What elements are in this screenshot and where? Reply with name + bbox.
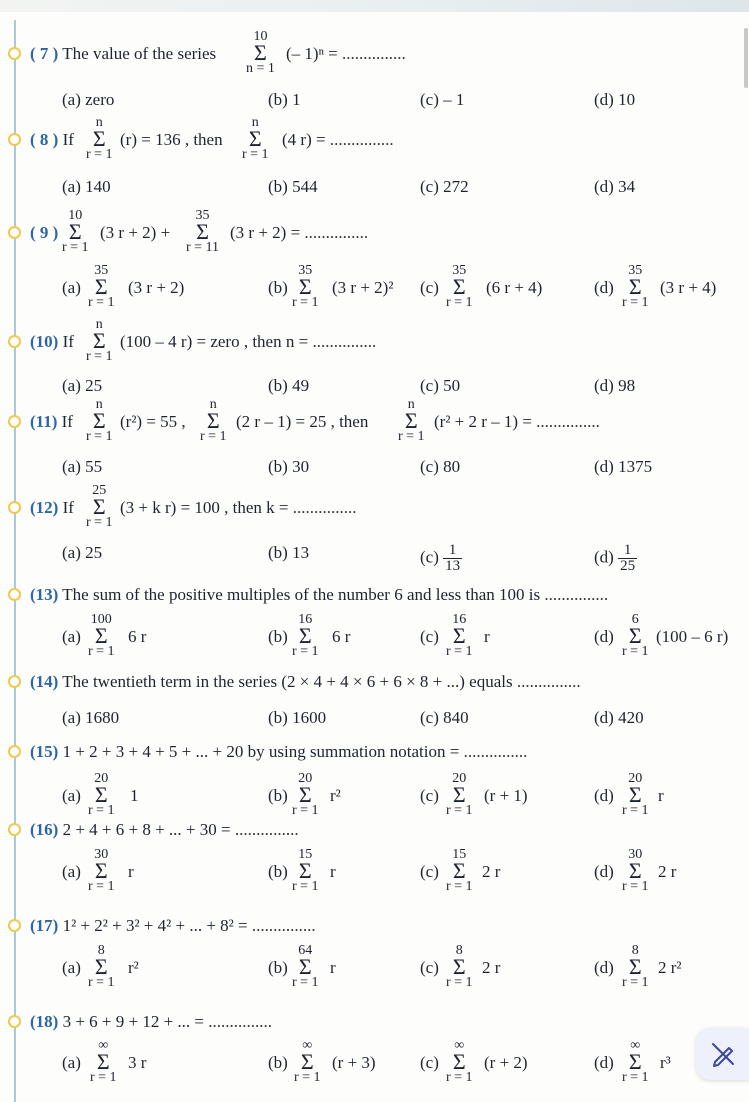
sigma-lower: r = 11 [186, 240, 220, 255]
answer-blank: ............... [208, 1012, 273, 1031]
sigma-notation [88, 848, 115, 894]
question-10 [30, 332, 74, 352]
sigma-upper: 35 [94, 263, 109, 278]
sigma-symbol: Σ [404, 408, 418, 433]
answer-blank: ............... [536, 412, 600, 431]
sigma-notation [88, 613, 115, 659]
option-b-label[interactable]: (b) [268, 627, 288, 646]
sigma-lower: r = 1 [86, 429, 113, 444]
answer-blank: ............... [463, 742, 528, 761]
sigma-symbol: Σ [94, 274, 108, 299]
sigma-lower: r = 1 [622, 644, 649, 659]
question-number: ( 7 ) [30, 44, 59, 63]
option-d-label[interactable]: (d) [594, 278, 614, 297]
question-7-tail [286, 44, 406, 64]
option-c[interactable]: (c) 50 [420, 376, 461, 395]
sigma-notation [88, 772, 115, 818]
answer-blank: ............... [292, 498, 357, 517]
sigma-notation [622, 613, 649, 659]
option-b[interactable]: (b) 13 [268, 543, 310, 562]
sigma-upper: 20 [452, 771, 467, 786]
question-text: If [62, 332, 74, 351]
question-17 [30, 916, 316, 936]
question-number: (13) [30, 585, 59, 604]
question-text: If [62, 130, 74, 149]
option-a[interactable]: (a) 1680 [62, 708, 120, 727]
question-9 [30, 223, 58, 243]
sigma-symbol: Σ [628, 782, 642, 807]
option-c-label[interactable]: (c) [420, 786, 439, 805]
option-b-expr: (3 r + 2)² [332, 278, 394, 297]
question-text: The twentieth term in the series (2 × 4 + 4 × 6 + 6 × 8 + ...) equals [62, 672, 517, 691]
answer-blank: ............... [342, 44, 406, 63]
question-9-tail [230, 223, 368, 243]
question-11 [30, 412, 73, 432]
sigma-symbol: Σ [254, 40, 267, 65]
expression: (100 – 4 r) = zero , then n = [120, 332, 313, 351]
option-d[interactable]: (d) 10 [594, 90, 636, 109]
sigma-symbol: Σ [92, 328, 106, 353]
sigma-notation [90, 1039, 117, 1085]
sigma-upper: ∞ [630, 1038, 641, 1053]
option-c-label[interactable]: (c) [420, 278, 439, 297]
question-12 [30, 498, 74, 518]
option-a-expr: 6 r [128, 627, 147, 646]
sigma-notation [292, 264, 319, 310]
expression: (4 r) = [282, 130, 330, 149]
question-10-tail [120, 332, 376, 352]
option-c-expr: (r + 2) [484, 1053, 528, 1072]
sigma-symbol: Σ [452, 954, 466, 979]
sigma-upper: 30 [628, 847, 643, 862]
sigma-upper: ∞ [98, 1038, 109, 1053]
sigma-symbol: Σ [248, 126, 262, 151]
sigma-notation [446, 264, 473, 310]
option-a-expr: 1 [130, 786, 139, 805]
bullet-icon [8, 133, 21, 146]
sigma-upper: 35 [452, 263, 467, 278]
sigma-upper: ∞ [454, 1038, 465, 1053]
sigma-upper: 6 [631, 612, 639, 627]
sigma-symbol: Σ [628, 954, 642, 979]
bullet-icon [8, 335, 21, 348]
option-a[interactable]: (a) 55 [62, 457, 103, 476]
question-12-tail [120, 498, 357, 518]
bullet-icon [8, 823, 21, 836]
sigma-lower: r = 1 [446, 975, 473, 990]
option-c-label: (c) [420, 547, 439, 567]
bullet-icon [8, 745, 21, 758]
question-8 [30, 130, 74, 150]
bullet-icon [8, 226, 21, 239]
sigma-symbol: Σ [628, 1049, 642, 1074]
sigma-lower: r = 1 [622, 1070, 649, 1085]
option-b-expr: r [330, 958, 336, 977]
sigma-notation [292, 772, 319, 818]
expression: (3 r + 2) = [230, 223, 305, 242]
question-text: The value of the series [62, 44, 217, 63]
question-number: (10) [30, 332, 59, 351]
sigma-symbol: Σ [298, 623, 312, 648]
expression: (3 + k r) = 100 , then k = [120, 498, 293, 517]
option-c-expr: 2 r [482, 958, 501, 977]
sigma-lower: r = 1 [200, 429, 227, 444]
option-c-label[interactable]: (c) [420, 627, 439, 646]
margin-line [14, 20, 16, 1102]
option-a-expr: 3 r [128, 1053, 147, 1072]
sigma-upper: n [95, 317, 103, 332]
sigma-upper: 35 [195, 208, 210, 223]
sigma-upper: 64 [298, 943, 313, 958]
sigma-symbol: Σ [452, 858, 466, 883]
sigma-lower: r = 1 [446, 879, 473, 894]
annotate-button[interactable] [696, 1028, 749, 1080]
option-b[interactable]: (b) 1 [268, 90, 301, 109]
sigma-notation [86, 318, 113, 364]
option-b-label[interactable]: (b) [268, 958, 288, 977]
sigma-lower: r = 1 [90, 1070, 117, 1085]
question-text: 1² + 2² + 3² + 4² + ... + 8² = [62, 916, 252, 935]
option-c-expr: (6 r + 4) [486, 278, 543, 297]
option-c[interactable] [420, 543, 462, 574]
option-d-label[interactable]: (d) [594, 1053, 614, 1072]
sigma-notation [292, 613, 319, 659]
sigma-notation [294, 1039, 321, 1085]
option-d-expr: (100 – 6 r) [656, 627, 729, 646]
sigma-symbol: Σ [298, 954, 312, 979]
question-8-tail [282, 130, 394, 150]
sigma-lower: r = 1 [88, 975, 115, 990]
sigma-upper: 16 [298, 612, 313, 627]
bullet-icon [8, 47, 21, 60]
option-b-label[interactable]: (b) [268, 862, 288, 881]
sigma-notation [86, 398, 113, 444]
question-text: If [61, 412, 73, 431]
sigma-symbol: Σ [628, 623, 642, 648]
sigma-symbol: Σ [92, 494, 106, 519]
sigma-lower: r = 1 [242, 147, 269, 162]
option-d[interactable]: (d) 34 [594, 177, 636, 196]
option-b-expr: r² [330, 786, 341, 805]
denominator: 13 [445, 558, 461, 574]
sigma-upper: 100 [90, 612, 112, 627]
option-d-label[interactable]: (d) [594, 862, 614, 881]
option-c-label[interactable]: (c) [420, 958, 439, 977]
question-number: (15) [30, 742, 59, 761]
sigma-notation [292, 848, 319, 894]
option-b[interactable]: (b) 544 [268, 177, 318, 196]
option-a-label[interactable]: (a) [62, 862, 81, 881]
option-a[interactable]: (a) 25 [62, 543, 103, 562]
sigma-lower: r = 1 [86, 147, 113, 162]
bullet-icon [8, 675, 21, 688]
numerator: 1 [618, 543, 637, 559]
sigma-upper: n [209, 397, 217, 412]
expression: (r² + 2 r – 1) = [434, 412, 537, 431]
pencil-slash-icon [710, 1041, 736, 1067]
sigma-lower: r = 1 [446, 1070, 473, 1085]
answer-blank: ............... [234, 820, 299, 839]
sigma-lower: r = 1 [292, 295, 319, 310]
sigma-notation [242, 116, 269, 162]
denominator: 25 [620, 558, 636, 574]
option-d-label: (d) [594, 547, 614, 567]
sigma-notation [200, 398, 227, 444]
question-14 [30, 672, 581, 692]
sigma-symbol: Σ [206, 408, 220, 433]
sigma-notation [292, 944, 319, 990]
sigma-lower: r = 1 [622, 879, 649, 894]
sigma-lower: r = 1 [622, 295, 649, 310]
sigma-lower: r = 1 [88, 803, 115, 818]
sigma-symbol: Σ [94, 782, 108, 807]
sigma-lower: r = 1 [292, 975, 319, 990]
option-d-expr: r [658, 786, 664, 805]
sigma-upper: 35 [298, 263, 313, 278]
question-number: (18) [30, 1012, 59, 1031]
bullet-icon [8, 501, 21, 514]
sigma-notation [446, 613, 473, 659]
numerator: 1 [443, 543, 462, 559]
sigma-upper: 20 [94, 771, 109, 786]
sigma-notation [622, 772, 649, 818]
sigma-upper: 8 [97, 943, 105, 958]
option-b-label[interactable]: (b) [268, 786, 288, 805]
sigma-symbol: Σ [94, 623, 108, 648]
scrollbar[interactable] [744, 28, 748, 88]
sigma-lower: r = 1 [86, 349, 113, 364]
fraction [618, 543, 637, 574]
option-d-expr: 2 r [658, 862, 677, 881]
sigma-lower: r = 1 [88, 644, 115, 659]
question-text: If [62, 498, 74, 517]
option-a[interactable]: (a) zero [62, 90, 115, 109]
bullet-icon [8, 1015, 21, 1028]
sigma-symbol: Σ [300, 1049, 314, 1074]
option-d-expr: 2 r² [658, 958, 682, 977]
bullet-icon [8, 919, 21, 932]
sigma-lower: r = 1 [446, 803, 473, 818]
option-d-label[interactable]: (d) [594, 958, 614, 977]
sigma-lower: n = 1 [246, 61, 275, 76]
answer-blank: ............... [329, 130, 394, 149]
expression: (– 1)ⁿ = [286, 44, 343, 63]
sigma-symbol: Σ [452, 274, 466, 299]
sigma-lower: r = 1 [88, 295, 115, 310]
sigma-symbol: Σ [298, 782, 312, 807]
answer-blank: ............... [251, 916, 316, 935]
sigma-notation [86, 484, 113, 530]
sigma-notation [446, 848, 473, 894]
sigma-upper: 20 [298, 771, 313, 786]
question-text: 1 + 2 + 3 + 4 + 5 + ... + 20 by using summation notation = [62, 742, 464, 761]
sigma-notation [446, 772, 473, 818]
option-c-label[interactable]: (c) [420, 1053, 439, 1072]
option-d[interactable]: (d) 1375 [594, 457, 653, 476]
sigma-upper: 8 [455, 943, 463, 958]
option-b[interactable]: (b) 49 [268, 376, 310, 395]
option-b-expr: 6 r [332, 627, 351, 646]
option-c[interactable]: (c) 80 [420, 457, 461, 476]
bullet-icon [8, 588, 21, 601]
option-d-expr: r³ [660, 1053, 671, 1072]
sigma-symbol: Σ [96, 1049, 110, 1074]
question-number: (16) [30, 820, 59, 839]
sigma-notation [398, 398, 425, 444]
sigma-lower: r = 1 [398, 429, 425, 444]
sigma-symbol: Σ [94, 954, 108, 979]
question-number: ( 8 ) [30, 130, 59, 149]
sigma-notation [622, 264, 649, 310]
sigma-notation [446, 944, 473, 990]
question-15 [30, 742, 527, 762]
option-d[interactable] [594, 543, 637, 574]
option-b-expr: r [330, 862, 336, 881]
option-b-label[interactable]: (b) [268, 1053, 288, 1072]
sigma-notation [186, 209, 219, 255]
sigma-upper: n [251, 115, 259, 130]
question-18 [30, 1012, 272, 1032]
sigma-notation [86, 116, 113, 162]
sigma-lower: r = 1 [88, 879, 115, 894]
sigma-upper: ∞ [302, 1038, 313, 1053]
answer-blank: ............... [304, 223, 369, 242]
sigma-upper: 30 [94, 847, 109, 862]
sigma-symbol: Σ [628, 274, 642, 299]
sigma-upper: 16 [452, 612, 467, 627]
sigma-upper: n [407, 397, 415, 412]
option-d-expr: (3 r + 4) [660, 278, 717, 297]
option-d[interactable]: (d) 98 [594, 376, 636, 395]
sigma-upper: 10 [68, 208, 83, 223]
answer-blank: ............... [516, 672, 581, 691]
sigma-lower: r = 1 [622, 803, 649, 818]
question-text: 2 + 4 + 6 + 8 + ... + 30 = [62, 820, 235, 839]
sigma-lower: r = 1 [86, 515, 113, 530]
option-a-label[interactable]: (a) [62, 627, 81, 646]
option-a-expr: (3 r + 2) [128, 278, 185, 297]
expression: (3 r + 2) + [100, 223, 171, 242]
option-b-expr: (r + 3) [332, 1053, 376, 1072]
sigma-upper: 20 [628, 771, 643, 786]
sigma-symbol: Σ [628, 858, 642, 883]
sigma-symbol: Σ [452, 623, 466, 648]
option-c-expr: 2 r [482, 862, 501, 881]
option-c-expr: (r + 1) [484, 786, 528, 805]
question-text: 3 + 6 + 9 + 12 + ... = [62, 1012, 209, 1031]
option-a-label[interactable]: (a) [62, 786, 81, 805]
sigma-upper: 15 [452, 847, 467, 862]
option-c[interactable]: (c) – 1 [420, 90, 465, 109]
question-7 [30, 44, 216, 64]
sigma-notation [446, 1039, 473, 1085]
sigma-notation [62, 209, 89, 255]
option-a[interactable]: (a) 25 [62, 376, 103, 395]
question-16 [30, 820, 299, 840]
sigma-lower: r = 1 [292, 644, 319, 659]
answer-blank: ............... [544, 585, 609, 604]
fraction [443, 543, 462, 574]
sigma-symbol: Σ [92, 408, 106, 433]
option-d[interactable]: (d) 420 [594, 708, 644, 727]
expression: (2 r – 1) = 25 , then [236, 412, 369, 431]
sigma-symbol: Σ [298, 858, 312, 883]
option-b[interactable]: (b) 30 [268, 457, 310, 476]
sigma-notation [622, 944, 649, 990]
sigma-symbol: Σ [196, 219, 209, 244]
expression: (r²) = 55 , [120, 412, 186, 431]
sigma-upper: n [95, 397, 103, 412]
sigma-symbol: Σ [92, 126, 106, 151]
option-b-label[interactable]: (b) [268, 278, 288, 297]
question-number: (17) [30, 916, 59, 935]
sigma-lower: r = 1 [622, 975, 649, 990]
option-d-label[interactable]: (d) [594, 627, 614, 646]
option-a[interactable]: (a) 140 [62, 177, 111, 196]
question-11-tail [434, 412, 600, 432]
sigma-upper: n [95, 115, 103, 130]
sigma-symbol: Σ [68, 219, 82, 244]
sigma-notation [622, 1039, 649, 1085]
sigma-lower: r = 1 [446, 644, 473, 659]
sigma-symbol: Σ [298, 274, 312, 299]
option-a-expr: r² [128, 958, 139, 977]
answer-blank: ............... [312, 332, 377, 351]
option-c-label[interactable]: (c) [420, 862, 439, 881]
sigma-lower: r = 1 [446, 295, 473, 310]
sigma-lower: r = 1 [294, 1070, 321, 1085]
question-13 [30, 585, 608, 605]
option-a-label[interactable]: (a) [62, 278, 81, 297]
option-a-label[interactable]: (a) [62, 1053, 81, 1072]
question-number: (12) [30, 498, 59, 517]
option-c[interactable]: (c) 272 [420, 177, 469, 196]
sigma-upper: 35 [628, 263, 643, 278]
sigma-lower: r = 1 [292, 879, 319, 894]
question-8-mid: (r) = 136 , then [120, 130, 223, 149]
option-c[interactable]: (c) 840 [420, 708, 469, 727]
question-text: The sum of the positive multiples of the number 6 and less than 100 is [62, 585, 545, 604]
question-number: (14) [30, 672, 59, 691]
question-number: ( 9 ) [30, 223, 59, 242]
bullet-icon [8, 415, 21, 428]
top-strip [0, 0, 749, 12]
option-a-expr: r [128, 862, 134, 881]
option-c-expr: r [484, 627, 490, 646]
sigma-notation [246, 30, 275, 76]
option-a-label[interactable]: (a) [62, 958, 81, 977]
option-d-label[interactable]: (d) [594, 786, 614, 805]
sigma-notation [622, 848, 649, 894]
sigma-upper: 15 [298, 847, 313, 862]
sigma-upper: 10 [253, 29, 268, 44]
sigma-symbol: Σ [452, 782, 466, 807]
sigma-notation [88, 264, 115, 310]
question-number: (11) [30, 412, 58, 431]
sigma-upper: 25 [92, 483, 107, 498]
sigma-symbol: Σ [452, 1049, 466, 1074]
sigma-notation [88, 944, 115, 990]
option-b[interactable]: (b) 1600 [268, 708, 327, 727]
sigma-upper: 8 [631, 943, 639, 958]
sigma-lower: r = 1 [292, 803, 319, 818]
sigma-lower: r = 1 [62, 240, 89, 255]
sigma-symbol: Σ [94, 858, 108, 883]
